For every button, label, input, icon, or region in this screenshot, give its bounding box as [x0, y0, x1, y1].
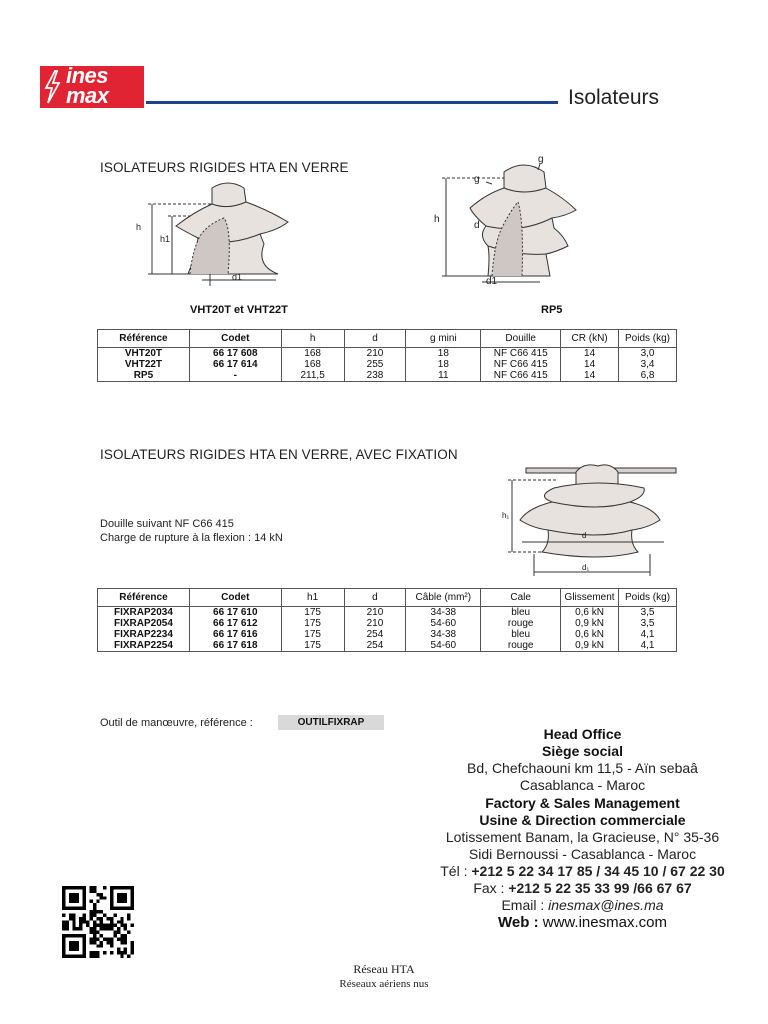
web-link[interactable]: www.inesmax.com [542, 914, 667, 931]
table-cell: 0,9 kN [561, 618, 619, 629]
logo-text-line1: ines [66, 63, 109, 88]
fixrap-specs-table [97, 588, 677, 652]
label-d: d [582, 531, 587, 540]
label-h: h [136, 222, 142, 232]
header-rule [146, 101, 558, 104]
table-row [98, 629, 677, 640]
column-header: Douille [481, 330, 561, 348]
column-header: Poids (kg) [619, 330, 677, 348]
column-header: Référence [98, 589, 190, 607]
table-cell: 54-60 [406, 640, 481, 652]
head-office-fr: Siège social [542, 743, 623, 759]
table-cell: FIXRAP2254 [98, 640, 190, 652]
factory-fr: Usine & Direction commerciale [479, 812, 686, 828]
column-header: Poids (kg) [619, 589, 677, 607]
fax-line [410, 880, 755, 897]
phone-numbers[interactable]: +212 5 22 34 17 85 / 34 45 10 / 67 22 30 [471, 863, 725, 879]
column-header: Codet [189, 330, 281, 348]
column-header: d [344, 589, 406, 607]
address-line4: Sidi Bernoussi - Casablanca - Maroc [468, 846, 697, 862]
column-header: Référence [98, 330, 190, 348]
table-cell: 211,5 [281, 370, 344, 382]
table-cell: 168 [281, 359, 344, 370]
lightning-bolt-icon [42, 70, 62, 104]
table-cell: rouge [481, 640, 561, 652]
table-cell: 0,6 kN [561, 629, 619, 640]
column-header: Cale [481, 589, 561, 607]
column-header: CR (kN) [561, 330, 619, 348]
table-cell: 34-38 [406, 629, 481, 640]
fax-label: Fax : [473, 880, 509, 896]
table-cell: 175 [281, 607, 344, 619]
table-row [98, 640, 677, 652]
column-header: h [281, 330, 344, 348]
caption-rp5: RP5 [541, 304, 563, 316]
table-cell: 14 [561, 348, 619, 360]
table-cell: bleu [481, 607, 561, 619]
contact-block [410, 726, 755, 931]
address-line1: Bd, Chefchaouni km 11,5 - Aïn sebaâ [467, 760, 698, 776]
web-line [410, 914, 755, 931]
table-cell: NF C66 415 [481, 348, 561, 360]
table-cell: 11 [406, 370, 481, 382]
column-header: Glissement [561, 589, 619, 607]
table-cell: 3,5 [619, 618, 677, 629]
inesmax-logo [40, 63, 144, 108]
table-cell: 175 [281, 640, 344, 652]
table-cell: 18 [406, 348, 481, 360]
table-cell: rouge [481, 618, 561, 629]
address-line3: Lotissement Banam, la Gracieuse, N° 35-36 [445, 829, 720, 845]
table-cell: 66 17 614 [189, 359, 281, 370]
column-header: Codet [189, 589, 281, 607]
table-cell: 4,1 [619, 629, 677, 640]
column-header: Câble (mm²) [406, 589, 481, 607]
factory-en: Factory & Sales Management [485, 795, 680, 811]
table-cell: 14 [561, 359, 619, 370]
phone-line [410, 863, 755, 880]
tool-reference: OUTILFIXRAP [278, 715, 384, 730]
table-cell: VHT20T [98, 348, 190, 360]
table-cell: 175 [281, 618, 344, 629]
table-cell: 0,6 kN [561, 607, 619, 619]
web-label: Web : [498, 914, 543, 931]
table-cell: VHT22T [98, 359, 190, 370]
section1-title: ISOLATEURS RIGIDES HTA EN VERRE [100, 160, 349, 175]
table-cell: RP5 [98, 370, 190, 382]
table-cell: FIXRAP2054 [98, 618, 190, 629]
email-label: Email : [501, 897, 549, 913]
table-row [98, 348, 677, 360]
label-d1: d1 [486, 276, 498, 287]
table-cell: FIXRAP2034 [98, 607, 190, 619]
table-cell: 210 [344, 348, 406, 360]
label-h: h [434, 214, 440, 225]
note-socket-standard: Douille suivant NF C66 415 [100, 518, 234, 530]
label-d1: d1 [232, 272, 243, 282]
rp5-insulator-drawing [428, 152, 598, 292]
email-line [410, 897, 755, 914]
table-cell: 254 [344, 629, 406, 640]
column-header: h1 [281, 589, 344, 607]
column-header: d [344, 330, 406, 348]
table-cell: 6,8 [619, 370, 677, 382]
page-title: Isolateurs [568, 86, 660, 109]
fax-numbers: +212 5 22 35 33 99 /66 67 67 [508, 880, 692, 896]
table-cell: NF C66 415 [481, 370, 561, 382]
tool-label: Outil de manœuvre, référence : [100, 717, 253, 729]
table-cell: 3,0 [619, 348, 677, 360]
table-cell: 210 [344, 607, 406, 619]
table-cell: 66 17 616 [189, 629, 281, 640]
table-cell: 14 [561, 370, 619, 382]
phone-label: Tél : [440, 863, 472, 879]
label-h1: h₁ [502, 511, 510, 520]
table-cell: FIXRAP2234 [98, 629, 190, 640]
note-rupture-load: Charge de rupture à la flexion : 14 kN [100, 532, 283, 544]
table-cell: 54-60 [406, 618, 481, 629]
table-row [98, 370, 677, 382]
table-cell: 34-38 [406, 607, 481, 619]
table-cell: 4,1 [619, 640, 677, 652]
vht-insulator-drawing [128, 178, 308, 290]
footer-line1: Réseau HTA [353, 962, 415, 976]
table-row [98, 607, 677, 619]
insulator-specs-table [97, 329, 677, 382]
table-cell: 255 [344, 359, 406, 370]
table-cell: 254 [344, 640, 406, 652]
column-header: g mini [406, 330, 481, 348]
table-row [98, 618, 677, 629]
label-d1: d₁ [582, 563, 590, 572]
table-cell: 66 17 610 [189, 607, 281, 619]
table-cell: - [189, 370, 281, 382]
table-row [98, 359, 677, 370]
table-cell: 238 [344, 370, 406, 382]
label-g-side: g [474, 174, 480, 185]
head-office-en: Head Office [543, 726, 622, 742]
address-line2: Casablanca - Maroc [519, 777, 646, 793]
logo-text-line2: max [66, 83, 109, 108]
table-cell: 3,5 [619, 607, 677, 619]
table-cell: 66 17 608 [189, 348, 281, 360]
qr-code-icon[interactable] [62, 886, 134, 958]
table-cell: 18 [406, 359, 481, 370]
table-cell: bleu [481, 629, 561, 640]
table-cell: 3,4 [619, 359, 677, 370]
fixrap-insulator-drawing [498, 458, 678, 582]
caption-vht: VHT20T et VHT22T [190, 304, 288, 316]
table-cell: 175 [281, 629, 344, 640]
table-cell: NF C66 415 [481, 359, 561, 370]
label-d: d [474, 220, 480, 231]
email-link[interactable]: inesmax@ines.ma [548, 897, 664, 913]
section2-title: ISOLATEURS RIGIDES HTA EN VERRE, AVEC FIXATION [100, 447, 458, 462]
table-cell: 210 [344, 618, 406, 629]
table-cell: 66 17 618 [189, 640, 281, 652]
label-g-top: g [538, 154, 544, 165]
footer-line2: Réseaux aériens nus [339, 978, 429, 990]
table-cell: 66 17 612 [189, 618, 281, 629]
label-h1: h1 [160, 234, 171, 244]
table-cell: 0,9 kN [561, 640, 619, 652]
table-cell: 168 [281, 348, 344, 360]
